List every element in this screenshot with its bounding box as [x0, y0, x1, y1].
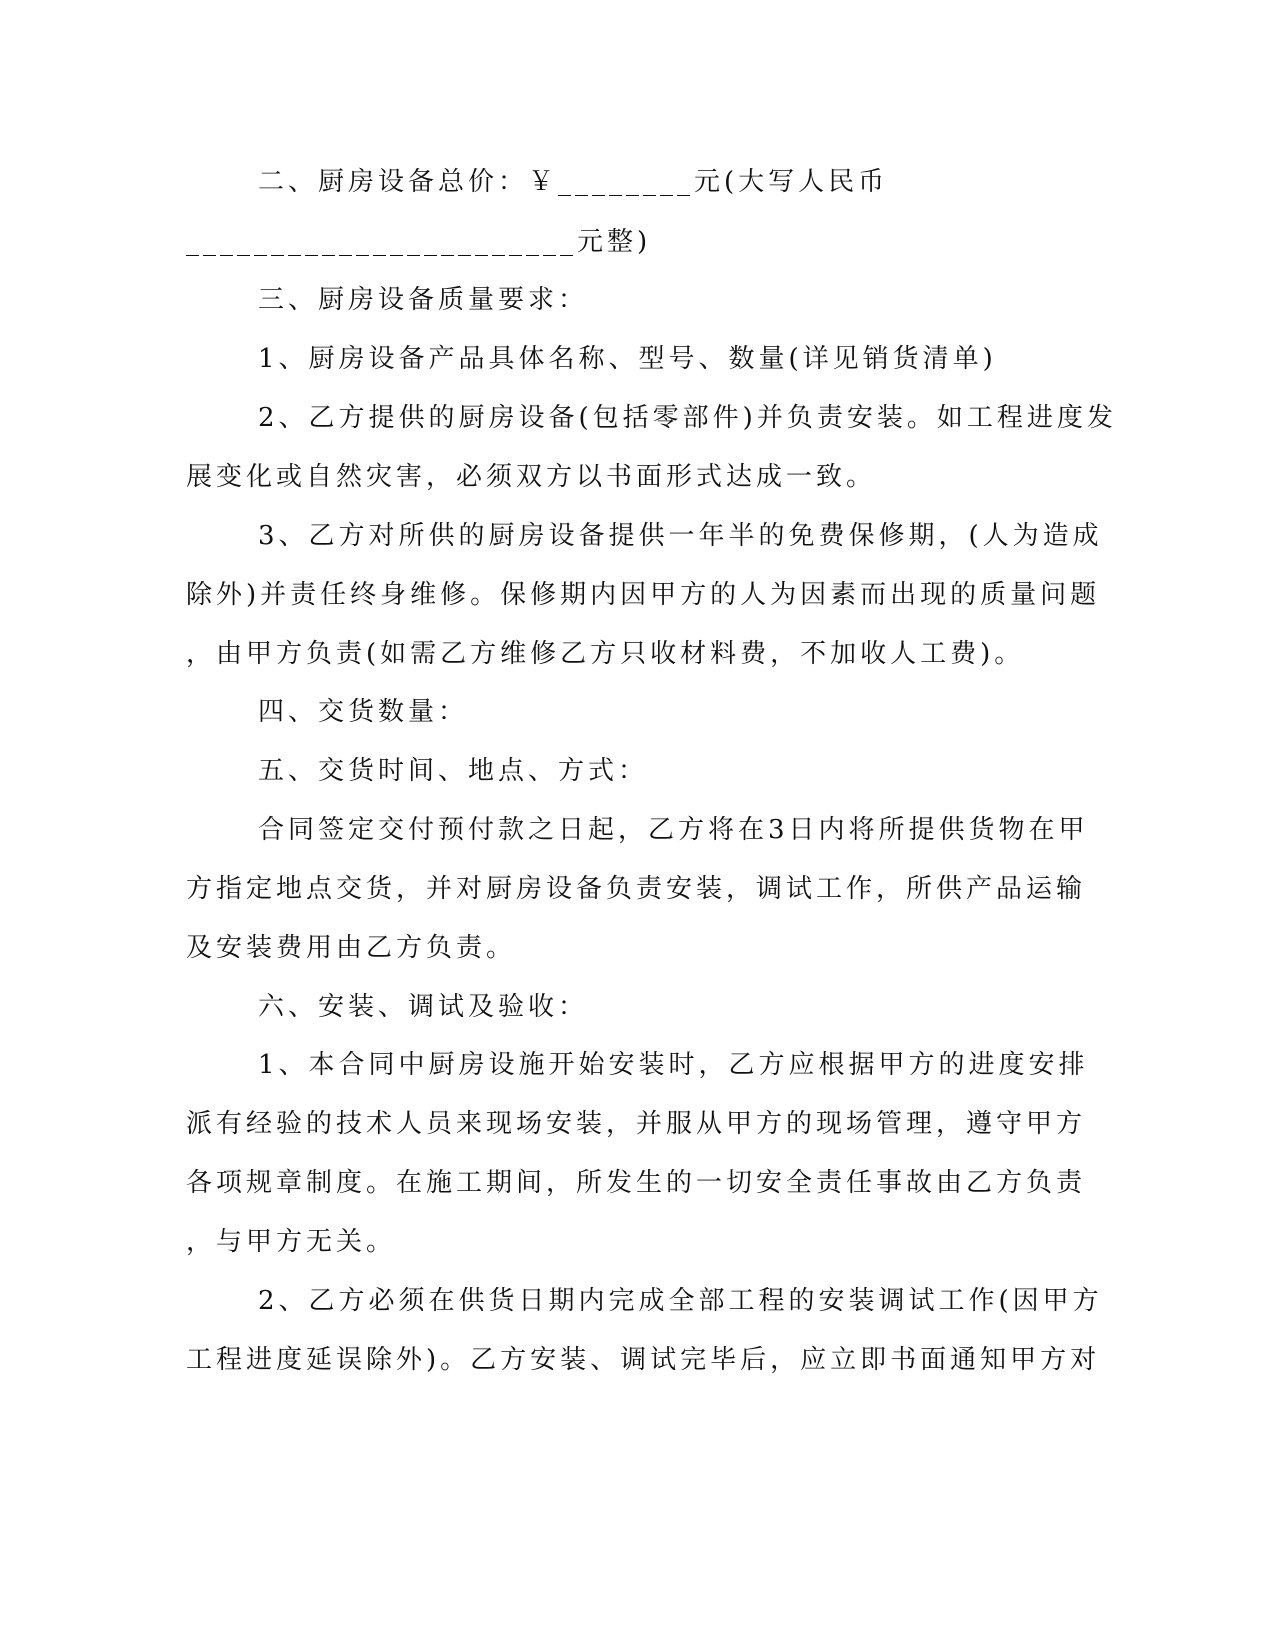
clause-3-item-3-line-1: 3、乙方对所供的厨房设备提供一年半的免费保修期，(人为造成 [258, 521, 1103, 551]
clause-5-heading: 五、交货时间、地点、方式： [258, 756, 649, 786]
clause-6-item-1-line-3: 各项规章制度。在施工期间，所发生的一切安全责任事故由乙方负责 [186, 1168, 1087, 1198]
clause-5-body-line-3: 及安装费用由乙方负责。 [186, 933, 517, 963]
clause-3-item-3-line-2: 除外)并责任终身维修。保修期内因甲方的人为因素而出现的质量问题 [186, 580, 1101, 610]
clause-6-item-1-line-4: ，与甲方无关。 [186, 1227, 397, 1257]
clause-6-heading: 六、安装、调试及验收： [258, 992, 589, 1022]
clause-3-item-3-line-3: ，由甲方负责(如需乙方维修乙方只收材料费，不加收人工费)。 [186, 639, 1025, 669]
clause-2-total-price: 二、厨房设备总价：￥________元(大写人民币 [258, 167, 889, 197]
clause-2-amount-in-words: _______________________元整) [186, 227, 652, 257]
clause-6-item-2-line-1: 2、乙方必须在供货日期内完成全部工程的安装调试工作(因甲方 [258, 1286, 1103, 1316]
clause-4-heading: 四、交货数量： [258, 697, 469, 727]
clause-3-item-2-line-2: 展变化或自然灾害，必须双方以书面形式达成一致。 [186, 462, 877, 492]
clause-6-item-2-line-2: 工程进度延误除外)。乙方安装、调试完毕后，应立即书面通知甲方对 [186, 1345, 1101, 1375]
clause-6-item-1-line-1: 1、本合同中厨房设施开始安装时，乙方应根据甲方的进度安排 [258, 1050, 1089, 1080]
clause-3-item-2-line-1: 2、乙方提供的厨房设备(包括零部件)并负责安装。如工程进度发 [258, 403, 1117, 433]
clause-6-item-1-line-2: 派有经验的技术人员来现场安装，并服从甲方的现场管理，遵守甲方 [186, 1109, 1087, 1139]
clause-3-item-1: 1、厨房设备产品具体名称、型号、数量(详见销货清单) [258, 344, 997, 374]
clause-3-heading: 三、厨房设备质量要求： [258, 285, 589, 315]
clause-5-body-line-1: 合同签定交付预付款之日起，乙方将在3日内将所提供货物在甲 [258, 815, 1089, 845]
clause-5-body-line-2: 方指定地点交货，并对厨房设备负责安装，调试工作，所供产品运输 [186, 874, 1087, 904]
